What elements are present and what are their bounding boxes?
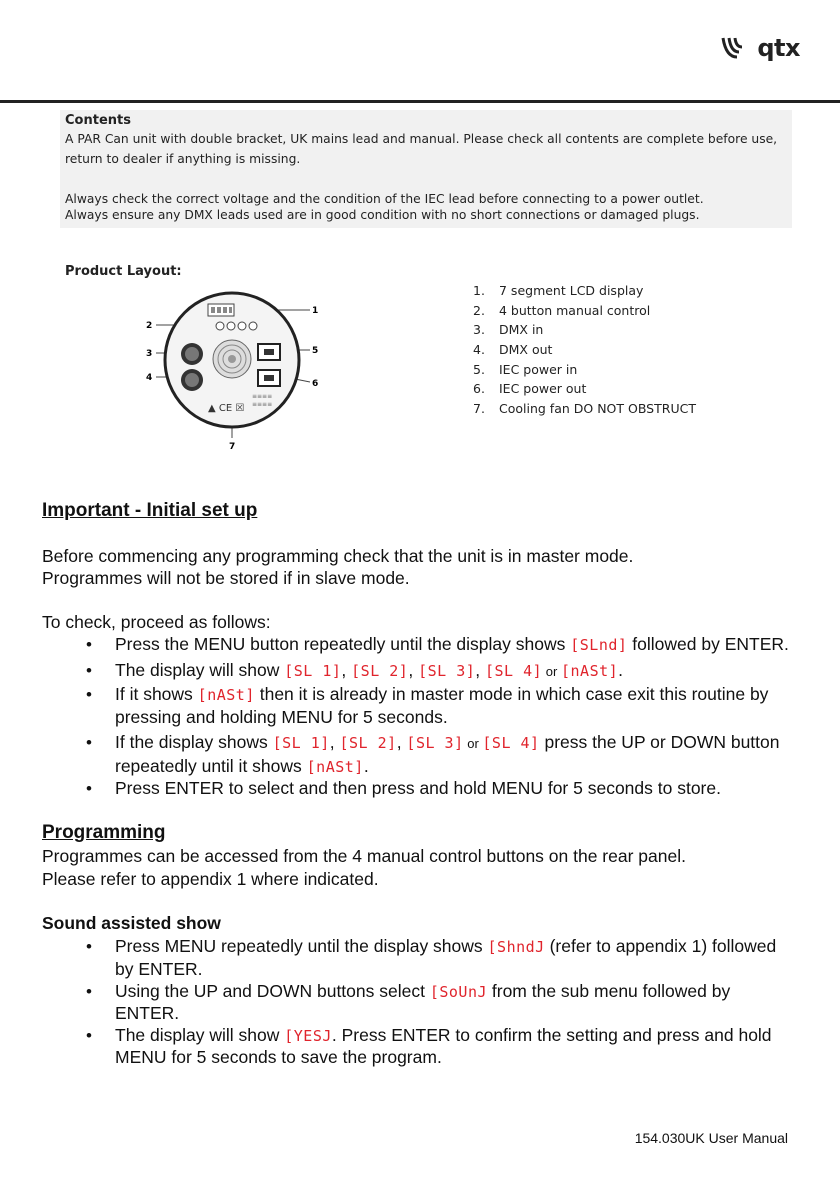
svg-text:≡≡≡≡: ≡≡≡≡ xyxy=(252,401,273,408)
bullet-text: Press ENTER to select and then press and hold MENU for 5 seconds to store. xyxy=(115,778,721,798)
bullet-text: The display will show [YESJ. Press ENTER to confirm the setting and press and hold xyxy=(115,1025,772,1045)
programming-heading: Programming xyxy=(42,822,166,843)
lcd-code: [SL 4] xyxy=(482,734,540,752)
bullet-text: Press the MENU button repeatedly until the display shows [SLnd] followed by ENTER. xyxy=(115,634,789,654)
lcd-code: [nASt] xyxy=(306,758,364,776)
up-button xyxy=(227,322,235,330)
lcd-code: [SL 1] xyxy=(272,734,330,752)
lcd-code: [nASt] xyxy=(560,662,619,680)
contents-heading: Contents xyxy=(65,113,131,128)
paragraph: Please refer to appendix 1 where indicated. xyxy=(42,869,379,889)
brand-logo xyxy=(720,34,800,62)
lcd-code: [SLnd] xyxy=(570,636,628,654)
lcd-code: [SL 2] xyxy=(339,734,397,752)
contents-line: return to dealer if anything is missing. xyxy=(65,152,301,166)
lcd-code: [SoUnJ xyxy=(429,983,488,1001)
legend-item: 7. Cooling fan DO NOT OBSTRUCT xyxy=(473,401,696,416)
callout-number: 2 xyxy=(146,321,153,331)
bullet-text-continued: MENU for 5 seconds to save the program. xyxy=(115,1047,442,1067)
legend-item: 3. DMX in xyxy=(473,322,544,337)
bullet-text: The display will show [SL 1], [SL 2], [SL 3], [SL 4] or [nASt]. xyxy=(115,660,624,680)
bullet-text-continued: repeatedly until it shows [nASt]. xyxy=(115,756,369,776)
legend-item: 5. IEC power in xyxy=(473,362,578,377)
contents-line: Always ensure any DMX leads used are in good condition with no short connections or damaged plugs. xyxy=(65,208,700,222)
bullet-text: Using the UP and DOWN buttons select [SoUnJ from the sub menu followed by xyxy=(115,981,731,1001)
svg-text:≡≡≡≡: ≡≡≡≡ xyxy=(252,393,273,400)
footer-manual-title: 154.030UK User Manual xyxy=(634,1130,788,1146)
bullet: • xyxy=(86,635,92,654)
bullet: • xyxy=(86,661,92,680)
legend-item: 4. DMX out xyxy=(473,342,553,357)
svg-text:▲ CE ☒: ▲ CE ☒ xyxy=(208,403,245,414)
paragraph: Programmes can be accessed from the 4 manual control buttons on the rear panel. xyxy=(42,846,686,866)
lcd-code: [SL 1] xyxy=(284,662,342,680)
lcd-code: [ShndJ xyxy=(487,938,545,956)
lcd-code: [SL 2] xyxy=(351,662,409,680)
callout-number: 6 xyxy=(312,379,319,389)
down-button xyxy=(238,322,246,330)
paragraph: To check, proceed as follows: xyxy=(42,612,271,632)
contents-box xyxy=(60,110,792,228)
logo-text: qtx xyxy=(757,34,800,62)
bullet: • xyxy=(86,733,92,752)
callout-number: 7 xyxy=(229,442,236,452)
header-rule xyxy=(0,100,840,103)
lcd-code: [YESJ xyxy=(284,1027,332,1045)
bullet: • xyxy=(86,982,92,1001)
product-rear-panel-diagram xyxy=(140,280,330,452)
product-layout-heading: Product Layout: xyxy=(65,264,182,279)
paragraph: Programmes will not be stored if in slave mode. xyxy=(42,568,410,588)
bullet-text: Press MENU repeatedly until the display shows [ShndJ (refer to appendix 1) followed xyxy=(115,936,777,956)
bullet: • xyxy=(86,685,92,704)
bullet-text-continued: ENTER. xyxy=(115,1003,180,1023)
callout-number: 1 xyxy=(312,306,319,316)
bullet-text-continued: pressing and holding MENU for 5 seconds. xyxy=(115,707,448,727)
lcd-code: [SL 4] xyxy=(485,662,543,680)
callout-number: 3 xyxy=(146,349,153,359)
legend-item: 2. 4 button manual control xyxy=(473,303,651,318)
lcd-code: [SL 3] xyxy=(418,662,476,680)
bullet: • xyxy=(86,1026,92,1045)
qtx-wave-icon xyxy=(720,35,754,61)
initial-setup-heading: Important - Initial set up xyxy=(42,500,258,521)
bullet: • xyxy=(86,779,92,798)
paragraph: Before commencing any programming check that the unit is in master mode. xyxy=(42,546,634,566)
lcd-code: [nASt] xyxy=(197,686,255,704)
legend-item: 6. IEC power out xyxy=(473,381,587,396)
contents-line: A PAR Can unit with double bracket, UK mains lead and manual. Please check all contents are complete before use, xyxy=(65,132,778,146)
menu-button xyxy=(216,322,224,330)
sound-show-heading: Sound assisted show xyxy=(42,913,221,933)
lcd-code: [SL 3] xyxy=(406,734,464,752)
callout-number: 4 xyxy=(146,373,153,383)
bullet: • xyxy=(86,937,92,956)
contents-line: Always check the correct voltage and the condition of the IEC lead before connecting to a power outlet. xyxy=(65,192,704,206)
bullet-text-continued: by ENTER. xyxy=(115,959,203,979)
enter-button xyxy=(249,322,257,330)
callout-number: 5 xyxy=(312,346,319,356)
bullet-text: If it shows [nASt] then it is already in master mode in which case exit this routine by xyxy=(115,684,769,704)
legend-item: 1. 7 segment LCD display xyxy=(473,283,644,298)
bullet-text: If the display shows [SL 1], [SL 2], [SL 3] or [SL 4] press the UP or DOWN button xyxy=(115,732,780,752)
